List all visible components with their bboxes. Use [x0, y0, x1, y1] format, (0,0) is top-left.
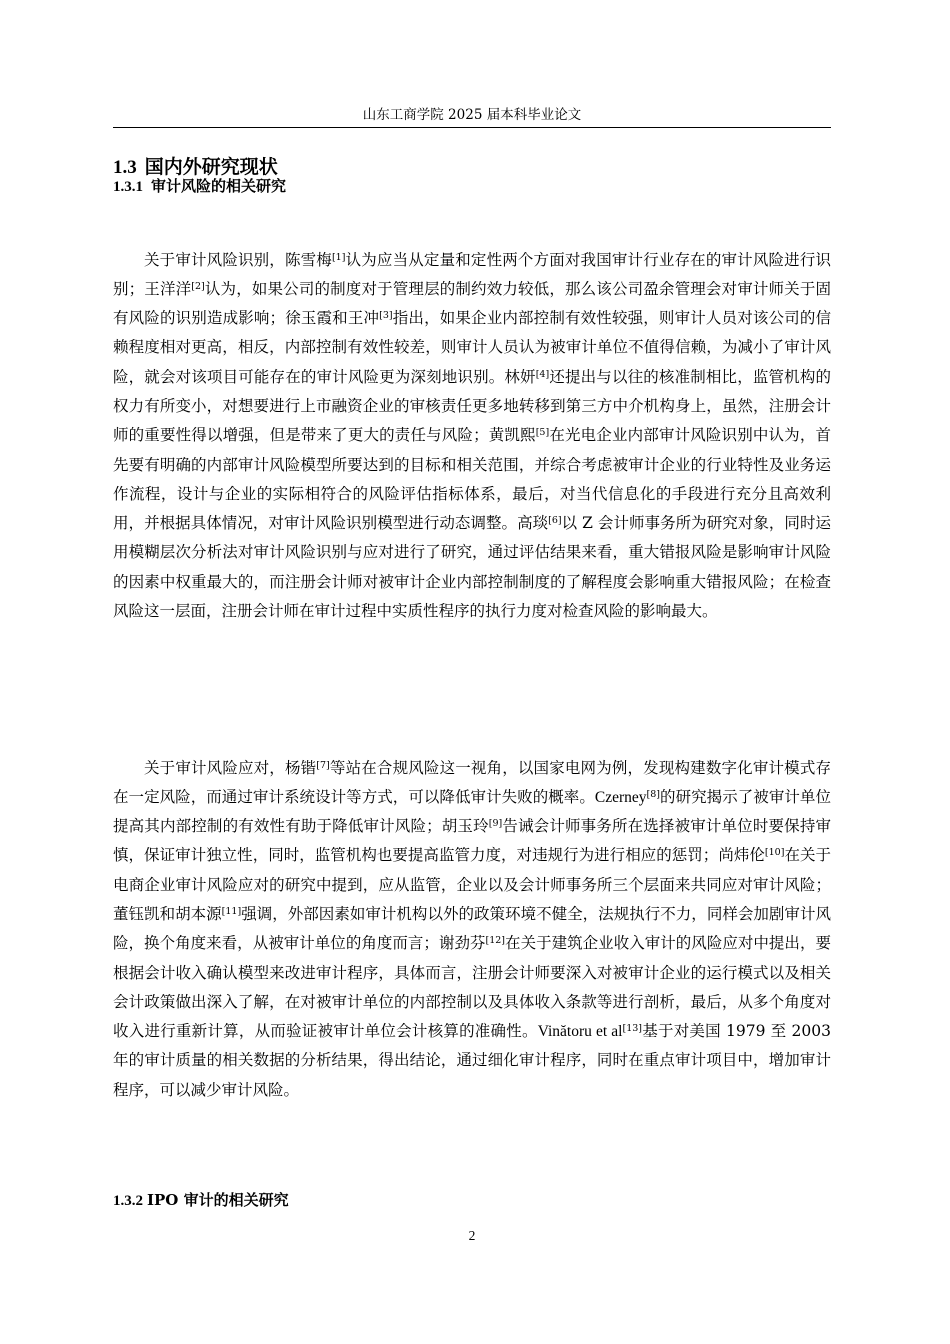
citation-reference: [6] — [548, 514, 562, 526]
paragraph-text: 基于对美国 1979 至 2003 年的审计质量的相关数据的分析结果，得出结论，通过细化审计程序，同时在重点审计项目中，增加审计程序，可以减少审计风险。 — [113, 1022, 831, 1099]
running-header: 山东工商学院 2025 届本科毕业论文 — [362, 107, 582, 123]
paragraph-text: 以 Z 会计师事务所为研究对象，同时运用模糊层次分析法对审计风险识别与应对进行了研究，通过评估结果来看，重大错报风险是影响审计风险的因素中权重最大的，而注册会计师对被审计企业内部控制制度的了解程度会影响重大错报风险；在检查风险这一层面，注册会计师在审计过程中实质性程序的执行力度对检查风险的影响最大。 — [113, 514, 831, 621]
paragraph-risk-response — [113, 754, 831, 1106]
citation-reference: [5] — [535, 427, 550, 439]
citation-reference: [9] — [488, 817, 503, 829]
header-divider — [113, 127, 831, 128]
paragraph-text: 的研究揭示了被审计单位提高其内部控制的有效性有助于降低审计风险；胡玉玲 — [113, 787, 831, 836]
citation-reference: [8] — [646, 788, 660, 800]
citation-reference: [2] — [191, 280, 205, 292]
citation-reference: [1] — [331, 251, 346, 263]
paragraph-text: 强调，外部因素如审计机构以外的政策环境不健全，法规执行不力，同样会加剧审计风险，换个角度来看，从被审计单位的角度而言；谢劲芬 — [113, 904, 831, 953]
paragraph-text: 告诫会计师事务所在选择被审计单位时要保持审慎，保证审计独立性，同时，监管机构也要提高监管力度，对违规行为进行相应的惩罚；尚炜伦 — [113, 817, 831, 865]
paragraph-text: 关于审计风险应对，杨锴 — [144, 758, 317, 777]
citation-reference: [10] — [764, 847, 785, 859]
subsection-number: 1.3.1 — [113, 179, 143, 195]
paragraph-text: 在光电企业内部审计风险识别中认为，首先要有明确的内部审计风险模型所要达到的目标和相关范围，并综合考虑被审计企业的行业特性及业务运作流程，设计与企业的实际相符合的风险评估指标体系，最后，对当代信息化的手段进行充分且高效利用，并根据具体情况，对审计风险识别模型进行动态调整。高琰 — [113, 426, 831, 533]
subsection-number: 1.3.2 — [113, 1193, 143, 1209]
citation-reference: [3] — [379, 309, 393, 321]
paragraph-text: 还提出与以往的核准制相比，监管机构的权力有所变小，对想要进行上市融资企业的审核责任更多地转移到第三方中介机构身上，虽然，注册会计师的重要性得以增强，但是带来了更大的责任与风险；黄凯熙 — [113, 367, 831, 445]
page-number: 2 — [468, 1228, 476, 1243]
paragraph-risk-identification — [113, 246, 831, 627]
citation-reference: [11] — [221, 905, 242, 917]
paragraph-text: 在关于电商企业审计风险应对的研究中提到，应从监管，企业以及会计师事务所三个层面来共同应对审计风险；董钰凯和胡本源 — [113, 846, 831, 923]
subsection-title: IPO 审计的相关研究 — [147, 1191, 289, 1209]
citation-reference: [12] — [485, 935, 506, 947]
author-name: Czerney — [594, 788, 647, 806]
subsection-title: 审计风险的相关研究 — [151, 177, 287, 195]
citation-reference: [7] — [316, 759, 330, 771]
paragraph-text: 等站在合规风险这一视角，以国家电网为例，发现构建数字化审计模式存在一定风险，而通过审计系统设计等方式，可以降低审计失败的概率。 — [113, 758, 831, 806]
paragraph-text: 在关于建筑企业收入审计的风险应对中提出，要根据会计收入确认模型来改进审计程序，具体而言，注册会计师要深入对被审计企业的运行模式以及相关会计政策做出深入了解，在对被审计单位的内部控制以及具体收入条款等进行剖析，最后，从多个角度对收入进行重新计算，从而验证被审计单位会计核算的准确性。 — [113, 934, 831, 1041]
subsection-heading-audit-risk — [113, 175, 831, 198]
subsection-heading-ipo-audit — [113, 1189, 831, 1212]
paragraph-text: 认为，如果公司的制度对于管理层的制约效力较低，那么该公司盈余管理会对审计师关于固有风险的识别造成影响；徐玉霞和王冲 — [113, 279, 831, 328]
citation-reference: [4] — [535, 368, 550, 380]
paragraph-text: 指出，如果企业内部控制有效性较强，则审计人员对该公司的信赖程度相对更高，相反，内部控制有效性较差，则审计人员认为被审计单位不值得信赖，为减小了审计风险，就会对该项目可能存在的审计风险更为深刻地识别。林妍 — [113, 309, 831, 386]
section-title: 国内外研究现状 — [144, 156, 278, 178]
citation-reference: [13] — [622, 1022, 642, 1034]
paragraph-text: 认为应当从定量和定性两个方面对我国审计行业存在的审计风险进行识别；王洋洋 — [113, 250, 831, 298]
paragraph-text: 关于审计风险识别，陈雪梅 — [144, 250, 332, 269]
section-number: 1.3 — [113, 157, 137, 178]
author-name: Vinătoru et al — [537, 1023, 623, 1041]
